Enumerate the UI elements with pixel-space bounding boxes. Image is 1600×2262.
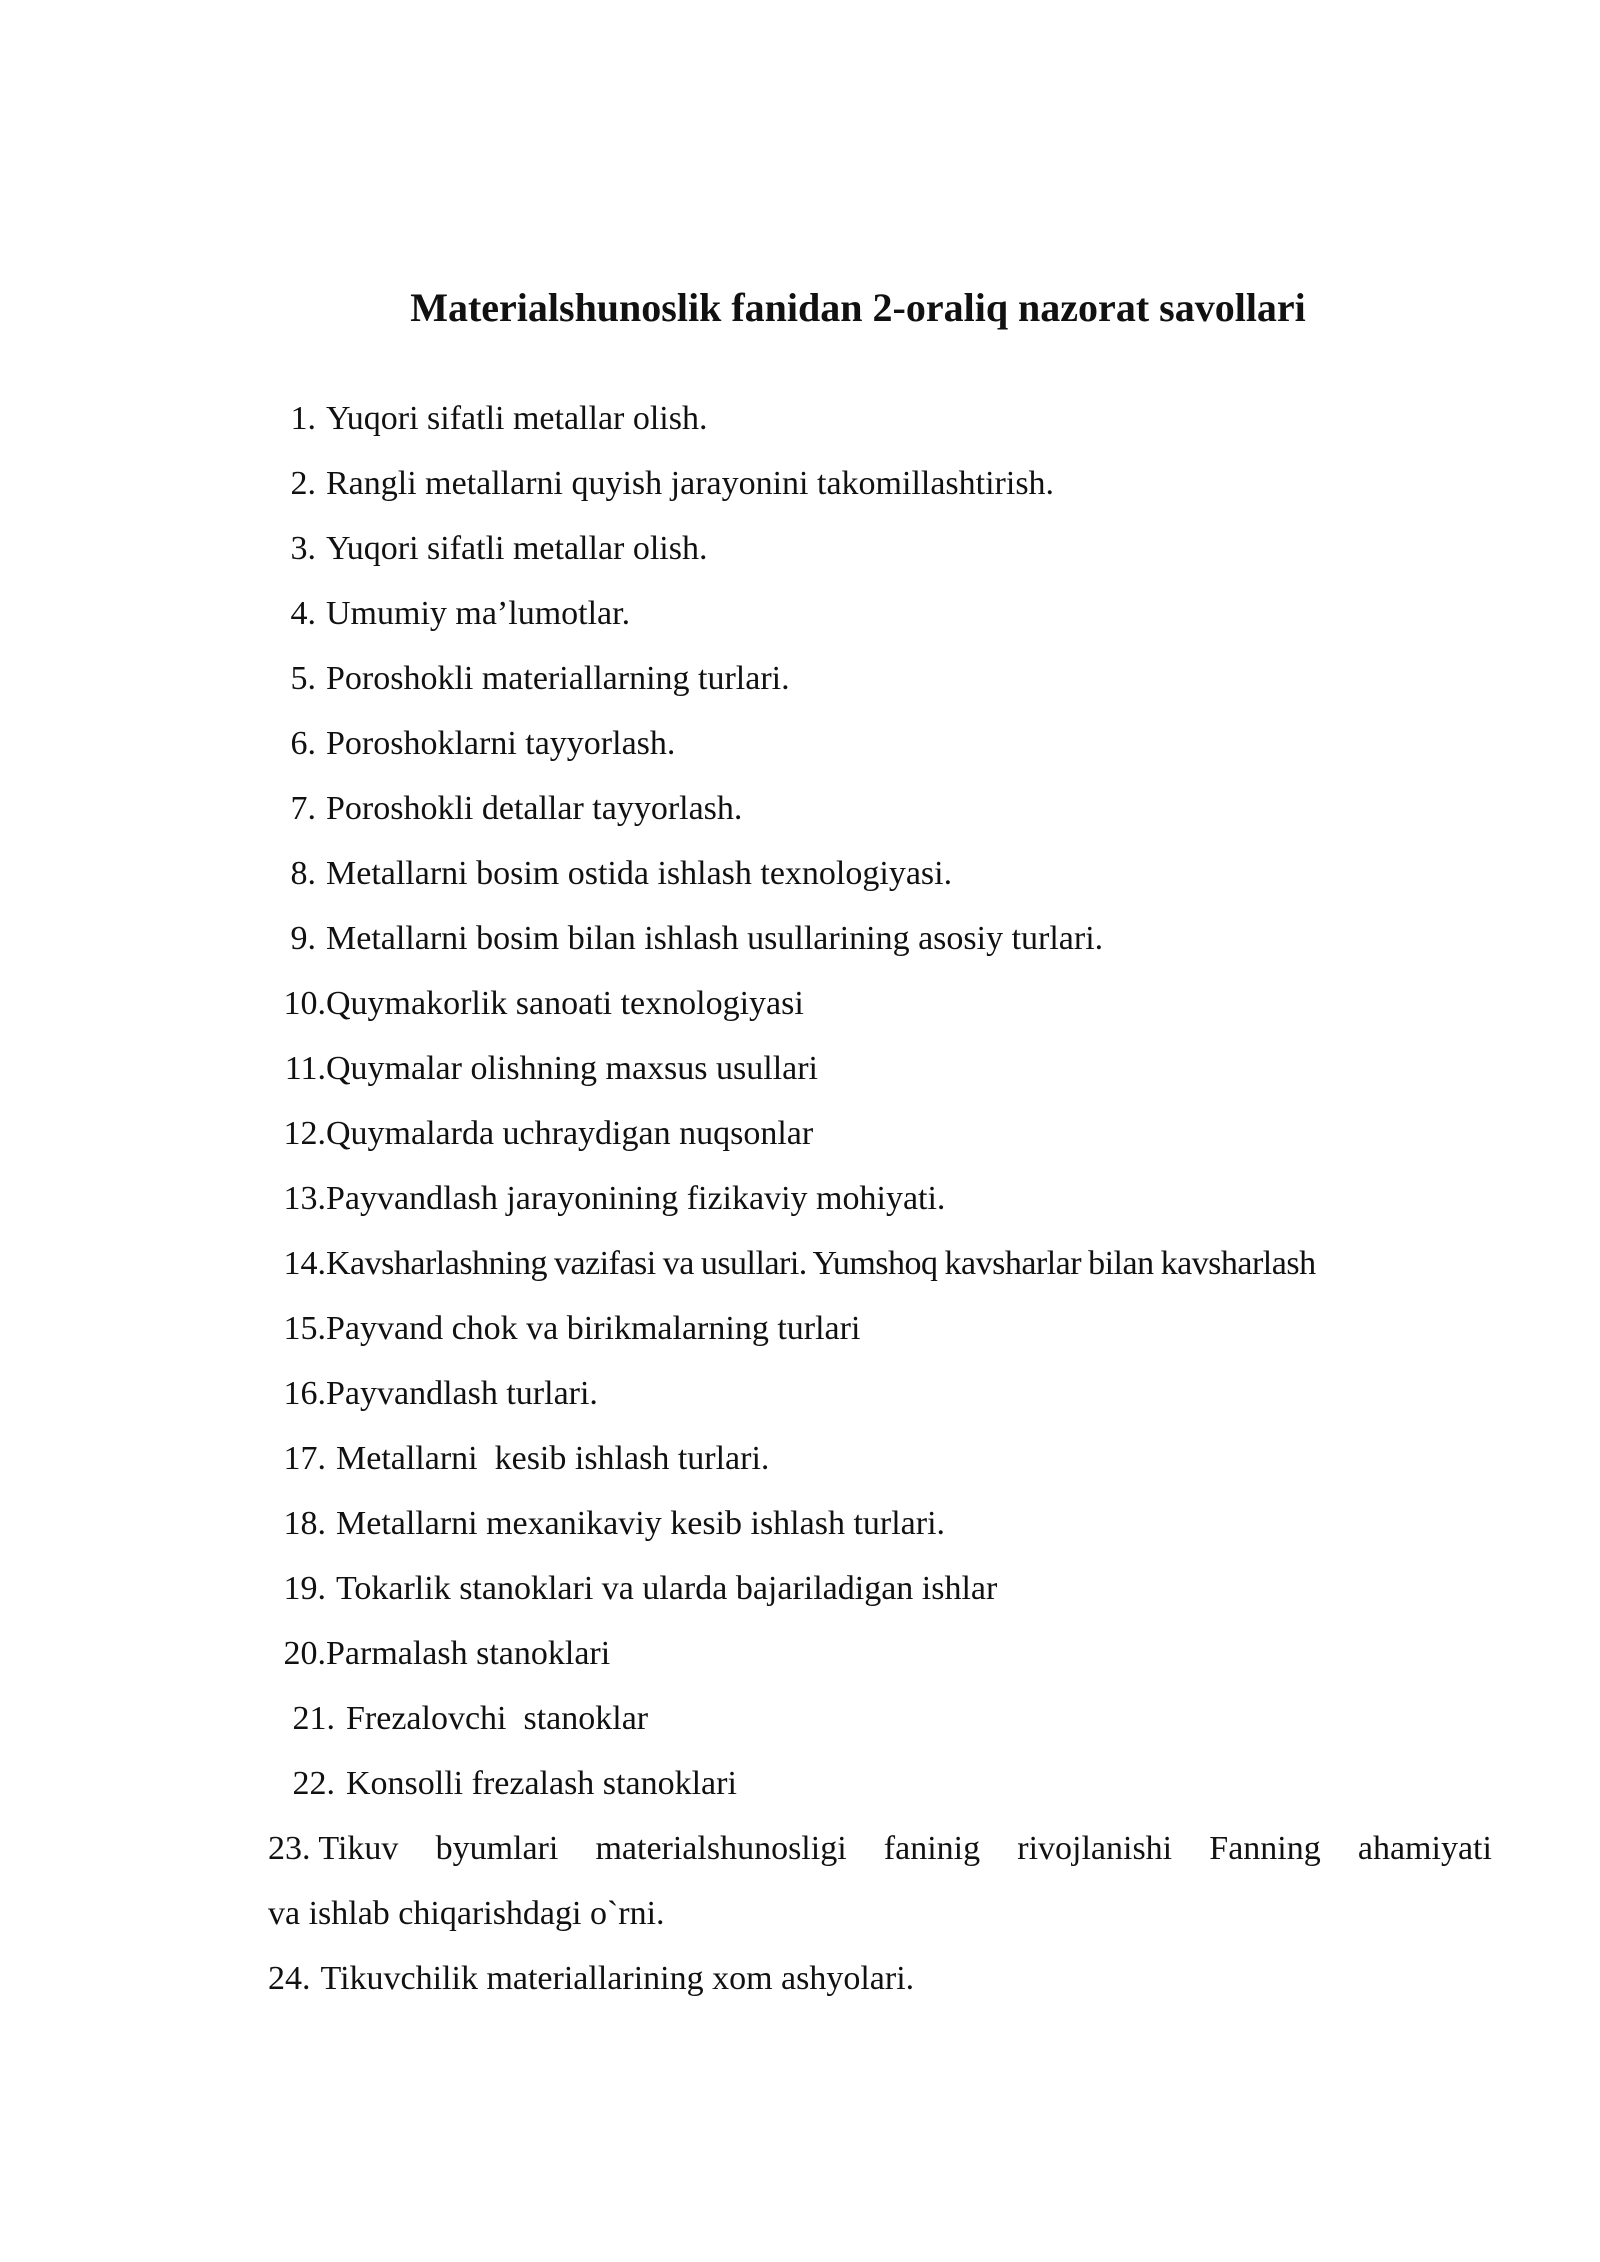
item-number: 9. (290, 920, 316, 957)
list-item (268, 525, 1492, 590)
item-text: Poroshokli detallar tayyorlash. (326, 790, 743, 827)
item-number: 22. (292, 1765, 335, 1802)
list-item (268, 655, 1492, 720)
item-word: ahamiyati (1357, 1830, 1492, 1867)
item-text: Tikuvchilik materiallarining xom ashyolari. (320, 1960, 915, 1997)
list-item (268, 1370, 1492, 1435)
item-text: Kavsharlashning vazifasi va usullari. Yumshoq kavsharlar bilan kavsharlash (326, 1245, 1316, 1282)
list-item (268, 1955, 1492, 2020)
item-number: 15. (283, 1310, 326, 1347)
question-list (268, 395, 1492, 2020)
item-number: 18. (283, 1505, 326, 1542)
item-number: 5. (290, 660, 316, 697)
list-item (268, 590, 1492, 655)
list-item (268, 1240, 1492, 1305)
list-item (268, 1630, 1492, 1695)
item-text: Frezalovchi stanoklar (346, 1700, 649, 1737)
item-text: Poroshoklarni tayyorlash. (326, 725, 676, 762)
item-number: 2. (290, 465, 316, 502)
item-text: Metallarni bosim bilan ishlash usullarining asosiy turlari. (326, 920, 1104, 957)
item-text: Poroshokli materiallarning turlari. (326, 660, 790, 697)
item-text: Yuqori sifatli metallar olish. (326, 530, 708, 567)
item-number: 7. (290, 790, 316, 827)
list-item (268, 1175, 1492, 1240)
item-first-line (268, 1825, 1492, 1890)
item-text: Payvandlash jarayonining fizikaviy mohiyati. (326, 1180, 946, 1217)
item-number: 13. (283, 1180, 326, 1217)
item-continuation-line: va ishlab chiqarishdagi o`rni. (268, 1895, 665, 1932)
item-word: Tikuv (318, 1830, 399, 1867)
item-number: 24. (268, 1960, 311, 1997)
item-word: faninig (883, 1830, 981, 1867)
list-item (268, 1695, 1492, 1760)
item-number: 12. (283, 1115, 326, 1152)
list-item (268, 1110, 1492, 1175)
list-item (268, 850, 1492, 915)
item-word: rivojlanishi (1017, 1830, 1173, 1867)
item-number: 3. (290, 530, 316, 567)
item-text: Quymakorlik sanoati texnologiyasi (326, 985, 804, 1022)
list-item (268, 1565, 1492, 1630)
item-number: 16. (283, 1375, 326, 1412)
item-text: Quymalarda uchraydigan nuqsonlar (326, 1115, 814, 1152)
item-text: Metallarni mexanikaviy kesib ishlash turlari. (336, 1505, 946, 1542)
list-item (268, 460, 1492, 525)
list-item (268, 1435, 1492, 1500)
item-number: 23. (268, 1830, 311, 1867)
item-word: materialshunosligi (595, 1830, 847, 1867)
item-number: 17. (283, 1440, 326, 1477)
item-number: 21. (292, 1700, 335, 1737)
item-number: 14. (283, 1245, 326, 1282)
item-number: 4. (290, 595, 316, 632)
item-number: 19. (283, 1570, 326, 1607)
list-item (268, 980, 1492, 1045)
item-text: Umumiy ma’lumotlar. (326, 595, 631, 632)
item-text: Tokarlik stanoklari va ularda bajariladigan ishlar (336, 1570, 998, 1607)
item-number: 20. (283, 1635, 326, 1672)
list-item (268, 785, 1492, 850)
item-text: Metallarni bosim ostida ishlash texnologiyasi. (326, 855, 953, 892)
item-text: Payvandlash turlari. (326, 1375, 598, 1412)
list-item (268, 915, 1492, 980)
item-text: Quymalar olishning maxsus usullari (326, 1050, 819, 1087)
list-item (268, 1045, 1492, 1110)
item-number: 1. (290, 400, 316, 437)
item-number: 6. (290, 725, 316, 762)
item-text: Parmalash stanoklari (326, 1635, 611, 1672)
list-item (268, 1825, 1492, 1955)
item-text: Metallarni kesib ishlash turlari. (336, 1440, 770, 1477)
item-text: Rangli metallarni quyish jarayonini takomillashtirish. (326, 465, 1055, 502)
item-text: Payvand chok va birikmalarning turlari (326, 1310, 861, 1347)
item-word: byumlari (435, 1830, 559, 1867)
list-item (268, 1500, 1492, 1565)
item-text: Yuqori sifatli metallar olish. (326, 400, 708, 437)
item-number: 10. (283, 985, 326, 1022)
list-item (268, 1305, 1492, 1370)
list-item (268, 395, 1492, 460)
list-item (268, 720, 1492, 785)
list-item (268, 1760, 1492, 1825)
item-word: Fanning (1209, 1830, 1321, 1867)
item-text: Konsolli frezalash stanoklari (346, 1765, 737, 1802)
item-number-with-first-word (268, 1825, 398, 1890)
item-number: 11. (284, 1050, 326, 1087)
page-title: Materialshunoslik fanidan 2-oraliq nazorat savollari (410, 285, 1306, 330)
item-number: 8. (290, 855, 316, 892)
